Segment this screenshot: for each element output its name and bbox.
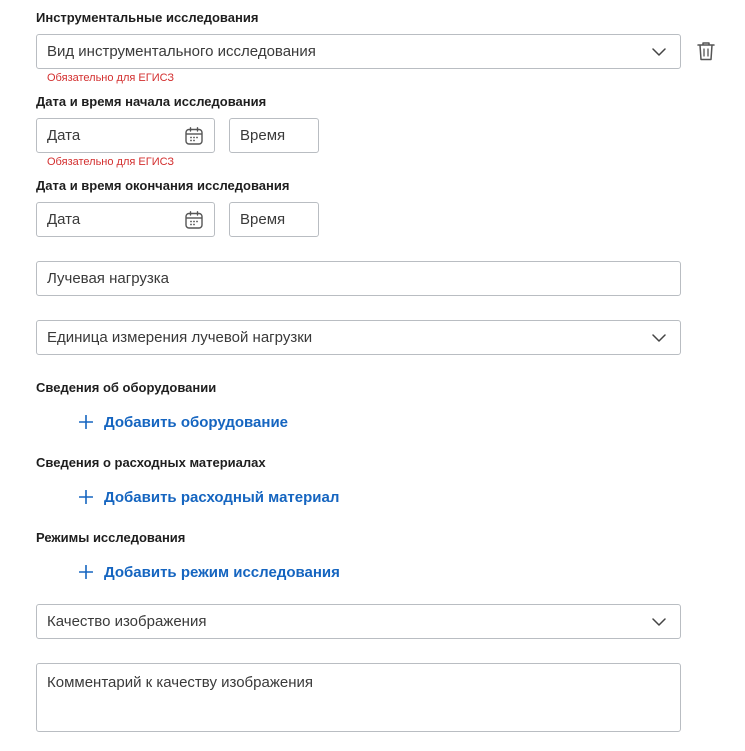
instrumental-section-label: Инструментальные исследования xyxy=(36,10,259,25)
start-required-error: Обязательно для ЕГИСЗ xyxy=(47,156,175,168)
start-time-placeholder: Время xyxy=(240,127,286,144)
radiation-dose-placeholder: Лучевая нагрузка xyxy=(47,270,169,287)
radiation-unit-placeholder: Единица измерения лучевой нагрузки xyxy=(47,329,313,346)
add-mode-label: Добавить режим исследования xyxy=(104,563,340,581)
instrumental-type-select[interactable] xyxy=(36,34,681,69)
chevron-down-icon xyxy=(652,334,666,342)
add-mode-button[interactable] xyxy=(79,562,340,582)
image-quality-comment-placeholder: Комментарий к качеству изображения xyxy=(47,674,313,691)
plus-icon xyxy=(79,565,93,579)
consumables-section-label: Сведения о расходных материалах xyxy=(36,455,266,470)
add-consumable-button[interactable] xyxy=(79,487,339,507)
image-quality-placeholder: Качество изображения xyxy=(47,613,207,630)
equipment-section-label: Сведения об оборудовании xyxy=(36,380,217,395)
start-date-input[interactable] xyxy=(36,118,215,153)
image-quality-select[interactable] xyxy=(36,604,681,639)
start-section-label: Дата и время начала исследования xyxy=(36,94,267,109)
radiation-dose-input[interactable] xyxy=(36,261,681,296)
end-time-input[interactable] xyxy=(229,202,319,237)
chevron-down-icon xyxy=(652,618,666,626)
add-equipment-label: Добавить оборудование xyxy=(104,413,289,431)
plus-icon xyxy=(79,415,93,429)
instrumental-type-placeholder: Вид инструментального исследования xyxy=(47,43,316,60)
radiation-unit-select[interactable] xyxy=(36,320,681,355)
instrumental-required-error: Обязательно для ЕГИСЗ xyxy=(47,72,175,84)
modes-section-label: Режимы исследования xyxy=(36,530,186,545)
calendar-icon[interactable] xyxy=(185,211,203,229)
calendar-icon[interactable] xyxy=(185,127,203,145)
add-consumable-label: Добавить расходный материал xyxy=(104,488,340,506)
start-time-input[interactable] xyxy=(229,118,319,153)
end-time-placeholder: Время xyxy=(240,211,286,228)
end-section-label: Дата и время окончания исследования xyxy=(36,178,290,193)
end-date-placeholder: Дата xyxy=(47,211,81,228)
end-date-input[interactable] xyxy=(36,202,215,237)
trash-icon[interactable] xyxy=(697,41,715,61)
image-quality-comment-textarea[interactable] xyxy=(36,663,681,732)
start-date-placeholder: Дата xyxy=(47,127,81,144)
add-equipment-button[interactable] xyxy=(79,412,288,432)
chevron-down-icon xyxy=(652,48,666,56)
plus-icon xyxy=(79,490,93,504)
